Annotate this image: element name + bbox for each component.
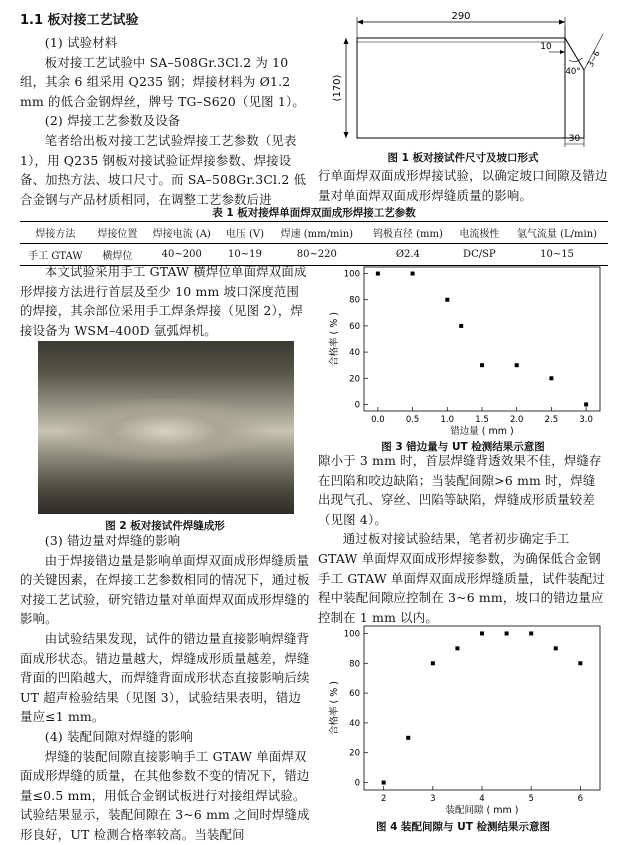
data-point <box>480 363 484 367</box>
y-axis-label: 合格率 ( % ) <box>329 681 340 735</box>
data-point <box>515 363 519 367</box>
x-tick-label: 6 <box>577 794 584 804</box>
paragraph-gap: 焊缝的装配间隙直接影响手工 GTAW 单面焊双面成形焊缝的质量，在其他参数不变的情况下，错边量≤0.5 mm，用低合金钢试板进行对接组焊试验。试验结果显示，装配间隙在 3~6 mm 之间时焊缝成形良好，UT 检测合格率较高。当装配间 <box>20 748 310 842</box>
left-mid-column <box>20 262 310 340</box>
right-top-column <box>318 166 608 205</box>
figure-3-caption: 图 3 错边量与 UT 检测结果示意图 <box>381 441 545 453</box>
y-tick-label: 100 <box>343 269 360 280</box>
th-argon: 氩气流量 (L/min) <box>516 229 598 240</box>
y-tick-label: 40 <box>349 348 360 359</box>
paragraph-conclusion: 通过板对接试验结果，笔者初步确定手工 GTAW 单面焊双面成形焊接参数，为确保低合金钢手工 GTAW 单面焊双面成形焊缝质量，试件装配过程中装配间隙应控制在 3~6 mm，坡口的错边量应控制在 1 mm 以内。 <box>318 531 605 625</box>
dim-root-label: 10 <box>540 42 552 52</box>
th-polarity: 电流极性 <box>459 229 500 240</box>
td-argon: 10~15 <box>540 249 574 260</box>
plot-frame <box>364 267 600 411</box>
x-tick-label: 0.5 <box>405 415 420 425</box>
data-point <box>549 376 553 380</box>
figure-4 <box>318 620 608 817</box>
dim-height-label: (170) <box>332 74 343 102</box>
th-electrode: 钨极直径 (mm) <box>372 229 443 240</box>
dim-width-label: 290 <box>451 11 471 22</box>
left-top-column <box>20 33 310 209</box>
th-method: 焊接方法 <box>35 229 76 240</box>
dim-thick-label: 30 <box>568 134 581 144</box>
paragraph-method: 本文试验采用手工 GTAW 横焊位单面焊双面成形焊接方法进行首层及至少 10 mm 坡口深度范围的焊接，其余部位采用手工焊条焊接（见图 2），焊接设备为 WSM–400D 氩弧焊机。 <box>20 264 307 338</box>
y-tick-label: 20 <box>349 748 360 759</box>
paragraph-continuation: 行单面焊双面成形焊接试验，以确定坡口间隙及错边量对单面焊双面成形焊缝质量的影响。 <box>318 168 608 203</box>
x-tick-label: 4 <box>479 794 485 804</box>
y-tick-label: 20 <box>349 374 360 385</box>
x-axis-label: 装配间隙 ( mm ) <box>445 805 519 816</box>
x-tick-label: 2 <box>380 794 387 804</box>
th-position: 焊接位置 <box>97 229 138 240</box>
figure-1-caption: 图 1 板对接试件尺寸及坡口形式 <box>387 152 539 164</box>
right-mid-column <box>318 451 608 627</box>
chart-misalignment <box>318 262 608 438</box>
weld-photo <box>38 341 294 514</box>
chart-gap <box>318 620 608 817</box>
td-speed: 80~220 <box>296 249 337 260</box>
subheading-parameters: (2) 焊接工艺参数及设备 <box>44 113 181 129</box>
x-tick-label: 3.0 <box>579 415 593 425</box>
subheading-misalignment: (3) 错边量对焊缝的影响 <box>44 533 181 548</box>
data-point <box>578 661 582 665</box>
x-tick-label: 0.0 <box>371 415 385 425</box>
th-speed: 焊速 (mm/min) <box>280 229 354 240</box>
figure-1 <box>318 8 608 148</box>
td-electrode: Ø2.4 <box>395 249 420 260</box>
td-method: 手工 GTAW <box>28 251 83 262</box>
y-tick-label: 100 <box>343 629 360 640</box>
paragraph-gap-result: 隙小于 3 mm 时，首层焊缝背透效果不佳，焊缝存在凹陷和咬边缺陷；当装配间隙>6 mm 时，焊缝出现气孔、穿丝、凹陷等缺陷，焊缝成形质量较差（见图 4）。 <box>318 453 602 527</box>
paragraph-parameters: 笔者给出板对接工艺试验焊接工艺参数（见表 1），用 Q235 钢板对接试验证焊接参数、焊接设备、加热方法、坡口尺寸。而 SA–508Gr.3Cl.2 低合金钢与产品材质相同，在调整工艺参数后进 <box>20 132 307 207</box>
data-point <box>411 272 415 276</box>
x-tick-label: 2.0 <box>509 415 524 425</box>
y-tick-label: 60 <box>349 689 360 700</box>
paragraph-misalignment-b: 由试验结果发现，试件的错边量直接影响焊缝背面成形状态。错边量越大，焊缝成形质量越差，焊缝背面的凹陷越大，而焊缝背面成形状态直接影响后续 UT 超声检验结果（见图 3），试验结果表明，错边量应≤1 mm。 <box>20 630 310 725</box>
y-tick-label: 80 <box>349 659 360 670</box>
x-tick-label: 2.5 <box>544 415 559 425</box>
data-point <box>584 402 588 406</box>
data-point <box>459 324 463 328</box>
x-axis-label: 错边量 ( mm ) <box>450 426 514 437</box>
y-tick-label: 0 <box>354 400 360 411</box>
x-tick-label: 1.5 <box>475 415 489 425</box>
td-current: 40~200 <box>161 249 202 260</box>
data-point <box>554 646 558 650</box>
data-point <box>382 781 386 785</box>
data-point <box>480 631 484 635</box>
dim-angle-label: 40° <box>565 67 581 77</box>
figure-2-caption: 图 2 板对接试件焊缝成形 <box>105 520 225 532</box>
y-axis-label: 合格率 ( % ) <box>329 312 340 366</box>
th-current: 焊接电流 (A) <box>152 229 211 240</box>
table-1-caption: 表 1 板对接焊单面焊双面成形焊接工艺参数 <box>212 207 416 219</box>
table-header-row <box>20 222 608 244</box>
section-title: 1.1 板对接工艺试验 <box>20 13 139 28</box>
y-tick-label: 60 <box>349 321 360 332</box>
subheading-materials: (1) 试验材料 <box>44 35 118 50</box>
data-point <box>455 646 459 650</box>
y-tick-label: 40 <box>349 718 360 729</box>
td-position: 横焊位 <box>102 251 133 262</box>
data-point <box>445 298 449 302</box>
th-voltage: 电压 (V) <box>225 229 265 240</box>
x-tick-label: 5 <box>528 794 534 804</box>
data-point <box>529 631 533 635</box>
paragraph-misalignment-a: 由于焊接错边量是影响单面焊双面成形焊缝质量的关键因素，在焊接工艺参数相同的情况下，通过板对接工艺试验，研究错边量对单面焊双面成形焊缝的影响。 <box>20 552 310 627</box>
dim-gap-label: 3~6 <box>585 49 602 69</box>
data-point <box>406 736 410 740</box>
data-point <box>431 661 435 665</box>
table-1 <box>20 221 608 266</box>
td-polarity: DC/SP <box>463 249 496 260</box>
x-tick-label: 1.0 <box>440 415 455 425</box>
y-tick-label: 0 <box>354 778 360 789</box>
figure-4-caption: 图 4 装配间隙与 UT 检测结果示意图 <box>375 821 551 833</box>
y-tick-label: 80 <box>349 295 360 306</box>
left-bottom-column <box>20 531 310 845</box>
data-point <box>505 631 509 635</box>
figure-3 <box>318 262 608 438</box>
data-point <box>376 272 380 276</box>
x-tick-label: 3 <box>430 794 436 804</box>
td-voltage: 10~19 <box>228 249 262 260</box>
paragraph-materials: 板对接工艺试验中 SA–508Gr.3Cl.2 为 10 组，其余 6 组采用 Q235 钢；焊接材料为 Ø1.2 mm 的低合金钢焊丝，牌号 TG–S620（见图 1）。 <box>20 54 305 109</box>
subheading-gap: (4) 装配间隙对焊缝的影响 <box>44 728 193 744</box>
specimen-drawing <box>318 8 608 148</box>
plot-frame <box>364 626 600 790</box>
